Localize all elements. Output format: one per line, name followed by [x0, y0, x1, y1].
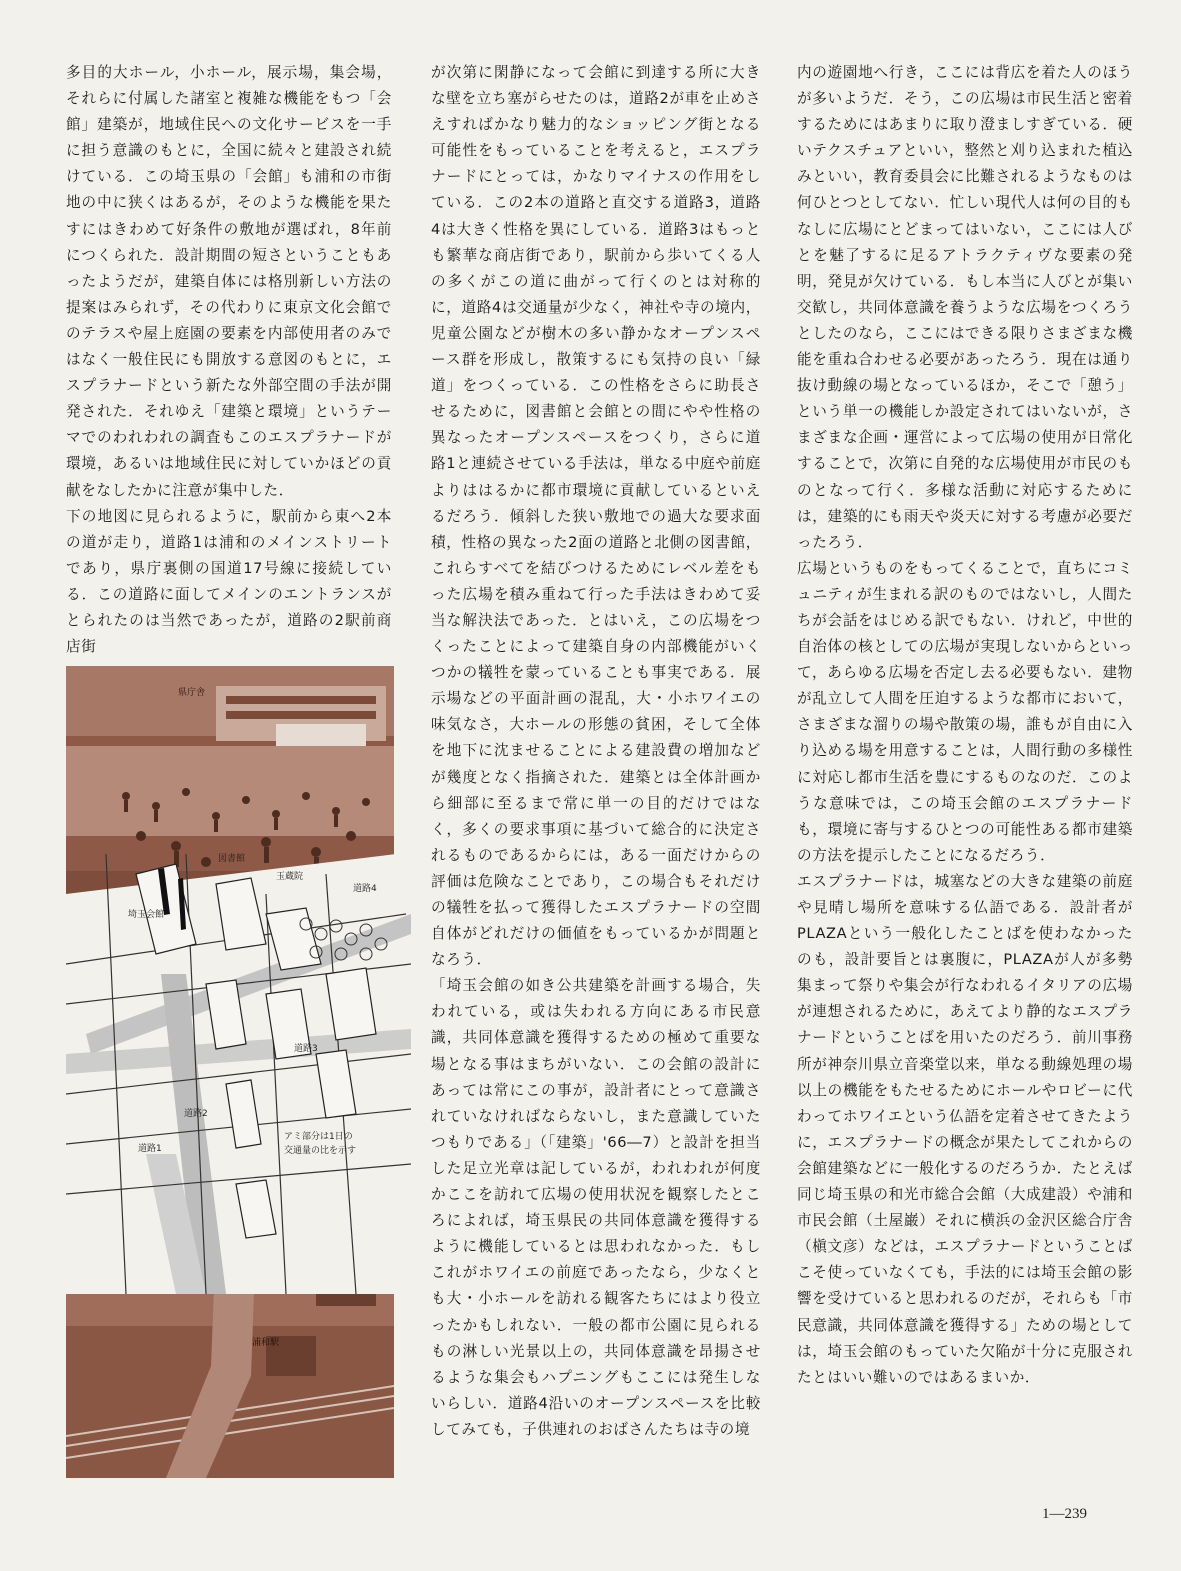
- text-column-2: [431, 60, 761, 1443]
- map-label-road1: 道路1: [138, 1144, 162, 1154]
- paragraph: 多目的大ホール，小ホール，展示場，集会場，それらに付属した諸室と複雑な機能をもつ「会館」建築が，地域住民への文化サービスを一手に担う意識のもとに，全国に続々と建設され続けている．この埼玉県の「会館」も浦和の市街地の中に狭くはあるが，そのような機能を果たすにはきわめて好条件の敷地が選ばれ，8年前につくられた．設計期間の短さということもあったようだが，建築自体には格別新しい方法の提案はみられず，その代わりに東京文化会館でのテラスや屋上庭園の要素を内部使用者のみではなく一般住民にも開放する意図のもとに，エスプラナードという新たな外部空間の手法が開発された．それゆえ「建築と環境」というテーマでのわれわれの調査もこのエスプラナードが環境，あるいは地域住民に対していかほどの貢献をなしたかに注意が集中した．: [66, 64, 392, 499]
- map-label-road3: 道路3: [294, 1044, 318, 1054]
- map-label-prefecture-office: 県庁舎: [178, 688, 206, 698]
- map-note-line2: 交通量の比を示す: [284, 1146, 357, 1156]
- map-label-road2: 道路2: [184, 1109, 208, 1119]
- text-column-1: [66, 60, 392, 660]
- map-figure: [66, 658, 394, 1478]
- page-number: 1―239: [1042, 1506, 1087, 1522]
- paragraph: 「埼玉会館の如き公共建築を計画する場合，失われている，或は失われる方向にある市民意識，共同体意識を獲得するための極めて重要な場となる事はまちがいない．この会館の設計にあっては常にこの事が，設計者にとって意識されていなければならないし，また意識していたつもりである」（「建築」'66―7）と設計を担当した足立光章は記しているが，われわれが何度かここを訪れて広場の使用状況を観察したところによれば，埼玉県民の共同体意識を獲得するように機能しているとは思われなかった．もしこれがホワイエの前庭であったなら，少なくとも大・小ホールを訪れる観客たちにはより役立ったかもしれない．一般の都市公園に見られるもの淋しい光景以上の，共同体意識を昂揚させるような集会もハプニングもここには発生しないらしい．道路4沿いのオープンスペースを比較してみても，子供連れのおばさんたちは寺の境: [431, 977, 761, 1438]
- map-label-urawa-station: 浦和駅: [252, 1338, 280, 1348]
- map-label-saitama-kaikan: 埼玉会館: [128, 910, 165, 920]
- paragraph: エスプラナードは，城塞などの大きな建築の前庭や見晴し場所を意味する仏語である．設計者がPLAZAという一般化したことばを使わなかったのも，設計要旨とは裏腹に，PLAZAが人が多勢集まって祭りや集会が行なわれるイタリアの広場が連想されるために，あえてより静的なエスプラナードということばを用いたのだろう．前川事務所が神奈川県立音楽堂以来，単なる動線処理の場以上の機能をもたせるためにホールやロビーに代わってホワイエという仏語を定着させてきたように，エスプラナードの概念が果たしてこれからの会館建築などに一般化するのだろうか．たとえば同じ埼玉県の和光市総合会館（大成建設）や浦和市民会館（土屋巌）それに横浜の金沢区総合庁舎（槇文彦）などは，エスプラナードということばこそ使っていなくても，手法的には埼玉会館の影響を受けていると思われるのだが，それらも「市民意識，共同体意識を獲得する」ための場としては，埼玉会館のもっていた欠陥が十分に克服されたとはいい難いのではあるまいか．: [797, 872, 1133, 1386]
- paragraph: 下の地図に見られるように，駅前から東へ2本の道が走り，道路1は浦和のメインストリートであり，県庁裏側の国道17号線に接続している．この道路に面してメインのエントランスがとられたのは当然であったが，道路の2駅前商店街: [66, 507, 392, 656]
- paragraph: が次第に閑静になって会館に到達する所に大きな壁を立ち塞がらせたのは，道路2が車を止めさえすればかなり魅力的なショッピング街となる可能性をもっていることを考えると，エスプラナードにとっては，かなりマイナスの作用をしている．この2本の道路と直交する道路3，道路4は大きく性格を異にしている．道路3はもっとも繁華な商店街であり，駅前から歩いてくる人の多くがこの道に曲がって行くのとは対称的に，道路4は交通量が少なく，神社や寺の境内，児童公園などが樹木の多い静かなオープンスペース群を形成し，散策するにも気持の良い「緑道」をつくっている．この性格をさらに助長させるために，図書館と会館との間にやや性格の異なったオープンスペースをつくり，さらに道路1と連続させている手法は，単なる中庭や前庭よりははるかに都市環境に貢献しているといえるだろう．傾斜した狭い敷地での過大な要求面積，性格の異なった2面の道路と北側の図書館，これらすべてを結びつけるためにレベル差をもった広場を積み重ねて行った手法はきわめて妥当な解決法であった．とはいえ，この広場をつくったことによって建築自身の内部機能がいくつかの犠牲を蒙っていることも事実である．展示場などの平面計画の混乱，大・小ホワイエの味気なさ，大ホールの形態の貧困，そして全体を地下に沈ませることによる建設費の増加などが幾度となく指摘された．建築とは全体計画から細部に至るまで常に単一の目的だけではなく，多くの要求事項に基づいて総合的に決定されるものであるからには，ある一面だけからの評価は危険なことであり，この場合もそれだけの犠牲を払って獲得したエスプラナードの空間自体がどれだけの価値をもっているかが問題となろう．: [431, 64, 761, 969]
- map-label-library: 図書館: [218, 854, 246, 864]
- paragraph: 内の遊園地へ行き，ここには背広を着た人のほうが多いようだ．そう，この広場は市民生活と密着するためにはあまりに取り澄ましすぎている．硬いテクスチュアといい，整然と刈り込まれた植込みといい，教育委員会に比難されるようなものは何ひとつとしてない．忙しい現代人は何の目的もなしに広場にとどまってはいない，ここには人びとを魅了するに足るアトラクティヴな要素の発明，発見が欠けている．もし本当に人びとが集い交歓し，共同体意識を養うような広場をつくろうとしたのなら，ここにはできる限りさまざまな機能を重ね合わせる必要があったろう．現在は通り抜け動線の場となっているほか，そこで「憩う」という単一の機能しか設定されてはいないが，さまざまな企画・運営によって広場の使用が日常化することで，次第に自発的な広場使用が市民のものとなって行く．多様な活動に対応するためには，建築的にも雨天や炎天に対する考慮が必要だったろう．: [797, 64, 1133, 551]
- map-label-road4: 道路4: [353, 884, 377, 894]
- text-column-3: [797, 60, 1133, 1391]
- map-label-temple: 玉蔵院: [276, 872, 304, 882]
- street-map: [66, 854, 411, 1294]
- map-note-line1: アミ部分は1日の: [284, 1132, 353, 1142]
- paragraph: 広場というものをもってくることで，直ちにコミュニティが生まれる訳のものではないし，人間たちが会話をはじめる訳でもない．けれど，中世的自治体の核としての広場が実現しないからといって，あらゆる広場を否定し去る必要もない．建物が乱立して人間を圧迫するような都市において，さまざまな溜りの場や散策の場，誰もが自由に入り込める場を用意することは，人間行動の多様性に対応し都市生活を豊にするものなのだ．このような意味では，この埼玉会館のエスプラナードも，環境に寄与するひとつの可能性ある都市建築の方法を提示したことになるだろう．: [797, 559, 1133, 864]
